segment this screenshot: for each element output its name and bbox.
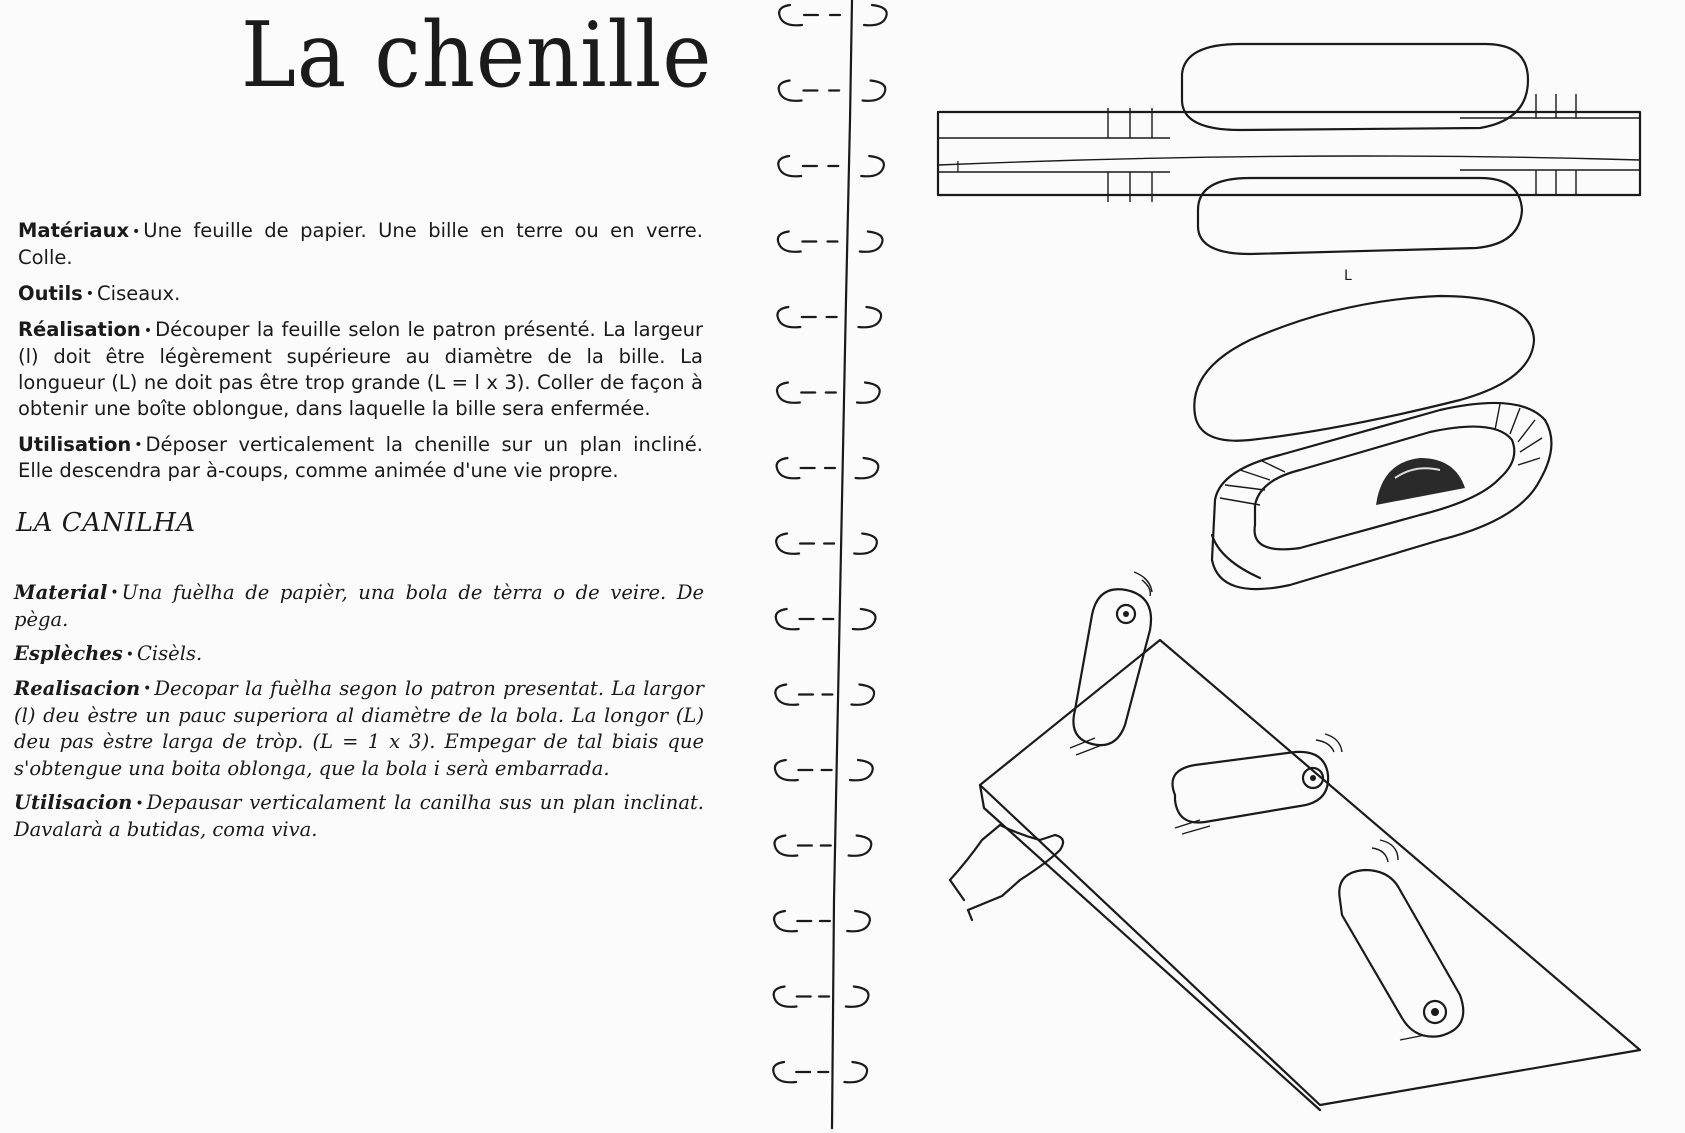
materiaux-label: Matériaux	[18, 219, 130, 242]
spiral-binding-graphic	[760, 0, 920, 1129]
spiral-ring	[775, 760, 873, 780]
bullet: •	[135, 795, 144, 812]
spiral-ring	[774, 987, 869, 1007]
outils-label: Outils	[18, 281, 83, 305]
spiral-ring	[779, 81, 886, 101]
utilisacion-paragraph	[14, 790, 704, 843]
spiral-ring	[777, 307, 881, 327]
paper-pattern-diagram	[938, 44, 1640, 284]
occitan-heading: LA CANILHA	[16, 508, 196, 538]
spiral-ring	[774, 911, 870, 931]
hand-drawing	[950, 825, 1063, 910]
bullet: •	[110, 585, 119, 602]
espleches-label: Esplèches	[14, 642, 123, 666]
outils-text: Ciseaux.	[97, 281, 181, 305]
french-instructions	[18, 218, 703, 494]
material-text: Una fuèlha de papièr, una bola de tèrra o de veire. De pèga.	[14, 581, 704, 631]
bullet: •	[132, 223, 141, 240]
caterpillar-2-pupil	[1310, 775, 1316, 781]
left-page	[0, 0, 760, 1129]
outils-paragraph	[18, 281, 703, 308]
bullet: •	[134, 437, 143, 453]
utilisacion-label: Utilisacion	[14, 791, 133, 815]
spiral-ring	[777, 458, 879, 478]
ball	[1376, 458, 1465, 505]
inclined-plane-scene	[950, 572, 1640, 1110]
caterpillar-illustrations	[920, 0, 1685, 1129]
caterpillar-3	[1339, 870, 1463, 1037]
pattern-bottom-lid	[1198, 178, 1522, 254]
bullet: •	[85, 286, 95, 302]
bullet: •	[143, 322, 153, 339]
occitan-instructions	[14, 580, 704, 852]
spiral-ring	[776, 609, 876, 629]
material-label: Material	[14, 581, 108, 604]
bullet: •	[143, 681, 152, 698]
realisation-label: Réalisation	[18, 318, 141, 341]
materiaux-paragraph	[18, 218, 703, 271]
utilisation-paragraph	[18, 432, 703, 485]
caterpillar-2-motion-lines	[1316, 734, 1342, 752]
caterpillar-3-pupil	[1431, 1008, 1439, 1016]
utilisacion-text: Depausar verticalament la canilha sus un plan inclinat. Davalarà a butidas, coma viva.	[14, 791, 704, 841]
material-paragraph	[14, 580, 704, 633]
inclined-board	[980, 640, 1640, 1105]
page-edge-line	[832, 0, 852, 1129]
box-lid	[1194, 296, 1534, 441]
spiral-ring	[777, 383, 880, 403]
box-side	[1212, 535, 1260, 578]
realisation-paragraph	[18, 317, 703, 422]
label-width: l	[956, 160, 960, 176]
realisacion-paragraph	[14, 676, 704, 782]
pattern-tabs-top-right	[1536, 94, 1576, 118]
bullet: •	[125, 646, 134, 663]
realisacion-text: Decopar la fuèlha segon lo patron presentat. La largor (l) deu èstre un pauc superiora al diamètre de la bola. La longor (L) deu pas èstre larga de tròp. (L = 1 x 3). Empegar de tal biais que s'obtengue una boita oblonga, que la bola i serà embarrada.	[14, 677, 704, 780]
spiral-ring	[779, 5, 887, 25]
caterpillar-3-motion-lines	[1372, 840, 1398, 862]
pattern-top-lid	[1182, 44, 1528, 130]
spiral-ring	[778, 232, 883, 252]
spiral-ring	[775, 685, 874, 705]
utilisation-label: Utilisation	[18, 432, 132, 456]
utilisation-text: Déposer verticalement la chenille sur un plan incliné. Elle descendra par à-coups, comme animée d'une vie propre.	[18, 432, 703, 482]
espleches-paragraph	[14, 641, 704, 668]
spiral-ring	[776, 534, 877, 554]
label-length: L	[1344, 268, 1352, 284]
materiaux-text: Une feuille de papier. Une bille en terre ou en verre. Colle.	[18, 219, 703, 269]
shadow-hatching	[1070, 738, 1425, 1040]
realisacion-label: Realisacion	[14, 677, 141, 700]
pattern-tabs-bottom-left	[1108, 172, 1152, 202]
spiral-ring	[773, 1062, 867, 1082]
spiral-rings	[773, 5, 887, 1129]
pattern-centerline	[938, 156, 1640, 165]
pattern-tabs-bottom-right	[1536, 170, 1576, 196]
illustrations	[920, 0, 1685, 1129]
pattern-strip	[938, 112, 1640, 195]
espleches-text: Cisèls.	[137, 642, 203, 666]
hand-wrist	[950, 880, 972, 920]
pattern-fold-top	[938, 118, 1640, 138]
caterpillar-1	[1073, 589, 1151, 745]
spiral-binding	[760, 0, 920, 1129]
realisation-text: Découper la feuille selon le patron présenté. La largeur (l) doit être légèrement supérieure au diamètre de la bille. La longueur (L) ne doit pas être trop grande (L = l x 3). Coller de façon à obtenir une boîte oblongue, dans laquelle la bille sera enfermée.	[18, 318, 703, 420]
page-title: La chenille	[240, 3, 712, 108]
spiral-ring	[774, 836, 871, 856]
spiral-ring	[778, 156, 884, 176]
caterpillar-1-pupil	[1123, 611, 1129, 617]
open-box-with-ball	[1194, 296, 1551, 589]
pattern-fold-bottom	[938, 170, 1640, 172]
